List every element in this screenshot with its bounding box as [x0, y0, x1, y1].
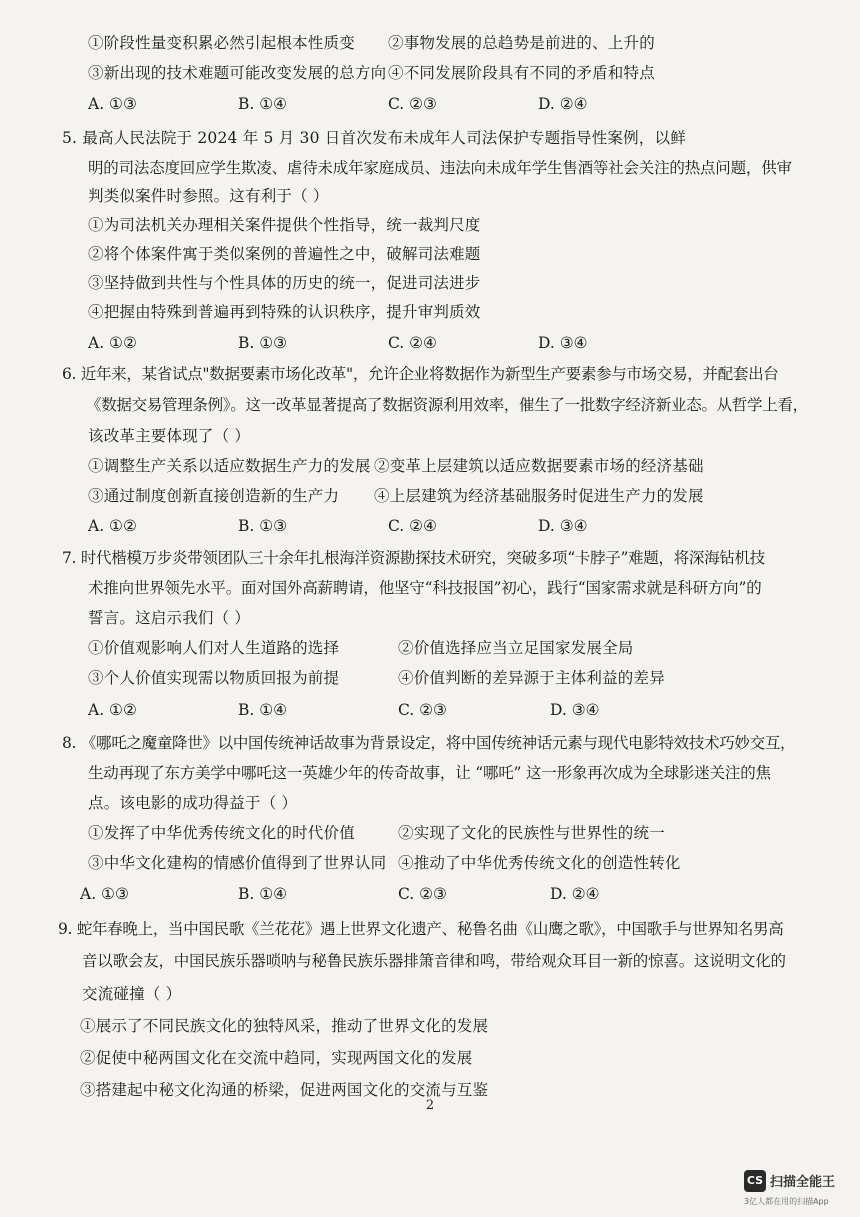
q7-stem-line-1: 7. 时代楷模万步炎带领团队三十余年扎根海洋资源勘探技术研究，突破多项“卡脖子”难题，将深海钻机技: [62, 549, 765, 567]
q9-statement-2: ②促使中秘两国文化在交流中趋同，实现两国文化的发展: [80, 1049, 473, 1067]
q6-statement-2: ②变革上层建筑以适应数据要素市场的经济基础: [374, 457, 704, 475]
q5-statement-3: ③坚持做到共性与个性具体的历史的统一，促进司法进步: [88, 274, 481, 292]
q4-statement-1: ①阶段性量变积累必然引起根本性质变: [88, 34, 355, 52]
q6-option-b: B. ①③: [238, 517, 288, 535]
q5-stem-line-2: 明的司法态度回应学生欺凌、虐待未成年家庭成员、违法向未成年学生售酒等社会关注的热点问题，供审: [88, 159, 792, 177]
q5-stem-line-3: 判类似案件时参照。这有利于（ ）: [88, 187, 329, 205]
q5-option-d: D. ③④: [538, 334, 588, 352]
q4-option-c: C. ②③: [388, 95, 437, 113]
q6-option-d: D. ③④: [538, 517, 588, 535]
q7-stem-line-3: 誓言。这启示我们（ ）: [88, 609, 251, 627]
q9-stem-line-2: 音以歌会友，中国民族乐器唢呐与秘鲁民族乐器排箫音律和鸣，带给观众耳目一新的惊喜。这说明文化的: [82, 952, 786, 970]
q7-option-d: D. ③④: [550, 701, 600, 719]
q7-statement-3: ③个人价值实现需以物质回报为前提: [88, 669, 340, 687]
q5-statement-1: ①为司法机关办理相关案件提供个性指导，统一裁判尺度: [88, 216, 481, 234]
q6-statement-4: ④上层建筑为经济基础服务时促进生产力的发展: [374, 487, 704, 505]
q7-option-c: C. ②③: [398, 701, 447, 719]
q6-statement-3: ③通过制度创新直接创造新的生产力: [88, 487, 340, 505]
q6-option-c: C. ②④: [388, 517, 437, 535]
q7-statement-1: ①价值观影响人们对人生道路的选择: [88, 639, 340, 657]
q9-statement-1: ①展示了不同民族文化的独特风采，推动了世界文化的发展: [80, 1017, 489, 1035]
q5-statement-2: ②将个体案件寓于类似案例的普遍性之中，破解司法难题: [88, 245, 481, 263]
q8-stem-line-2: 生动再现了东方美学中哪吒这一英雄少年的传奇故事，让 “哪吒” 这一形象再次成为全球影迷关注的焦: [88, 764, 771, 782]
q7-option-b: B. ①④: [238, 701, 288, 719]
q4-statement-2: ②事物发展的总趋势是前进的、上升的: [388, 34, 655, 52]
q8-option-c: C. ②③: [398, 885, 447, 903]
scanner-app-name: 扫描全能王: [770, 1175, 836, 1190]
q5-stem-line-1: 5. 最高人民法院于 2024 年 5 月 30 日首次发布未成年人司法保护专题指导性案例，以鲜: [62, 129, 686, 147]
q5-option-b: B. ①③: [238, 334, 288, 352]
q6-stem-line-3: 该改革主要体现了（ ）: [88, 427, 251, 445]
q4-option-b: B. ①④: [238, 95, 288, 113]
q9-stem-line-1: 9. 蛇年春晚上，当中国民歌《兰花花》遇上世界文化遗产、秘鲁名曲《山鹰之歌》，中国歌手与世界知名男高: [58, 920, 784, 938]
q6-option-a: A. ①②: [88, 517, 137, 535]
q4-option-a: A. ①③: [88, 95, 137, 113]
q5-statement-4: ④把握由特殊到普遍再到特殊的认识秩序，提升审判质效: [88, 303, 481, 321]
q8-option-a: A. ①③: [80, 885, 129, 903]
q6-stem-line-1: 6. 近年来，某省试点"数据要素市场化改革"，允许企业将数据作为新型生产要素参与市场交易，并配套出台: [62, 365, 779, 383]
q9-stem-line-3: 交流碰撞（ ）: [82, 985, 182, 1003]
q4-statement-3: ③新出现的技术难题可能改变发展的总方向: [88, 64, 387, 82]
scanner-logo-icon: CS: [744, 1170, 766, 1192]
q7-option-a: A. ①②: [88, 701, 137, 719]
q6-stem-line-2: 《数据交易管理条例》。这一改革显著提高了数据资源利用效率，催生了一批数字经济新业态。从哲学上看，: [86, 396, 808, 414]
q4-option-d: D. ②④: [538, 95, 588, 113]
q5-option-c: C. ②④: [388, 334, 437, 352]
scanner-tagline: 3亿人都在用的扫描App: [744, 1197, 829, 1206]
q8-statement-1: ①发挥了中华优秀传统文化的时代价值: [88, 824, 355, 842]
q7-stem-line-2: 术推向世界领先水平。面对国外高薪聘请，他坚守“科技报国”初心，践行“国家需求就是科研方向”的: [88, 579, 762, 597]
q8-option-b: B. ①④: [238, 885, 288, 903]
q8-statement-2: ②实现了文化的民族性与世界性的统一: [398, 824, 665, 842]
page-number: 2: [425, 1098, 435, 1113]
q4-statement-4: ④不同发展阶段具有不同的矛盾和特点: [388, 64, 655, 82]
q9-statement-3: ③搭建起中秘文化沟通的桥梁，促进两国文化的交流与互鉴: [80, 1081, 489, 1099]
q6-statement-1: ①调整生产关系以适应数据生产力的发展: [88, 457, 371, 475]
q7-statement-2: ②价值选择应当立足国家发展全局: [398, 639, 634, 657]
q8-option-d: D. ②④: [550, 885, 600, 903]
q8-statement-4: ④推动了中华优秀传统文化的创造性转化: [398, 854, 681, 872]
q7-statement-4: ④价值判断的差异源于主体利益的差异: [398, 669, 665, 687]
q8-stem-line-1: 8. 《哪吒之魔童降世》以中国传统神话故事为背景设定，将中国传统神话元素与现代电影特效技术巧妙交互，: [62, 734, 796, 752]
q8-statement-3: ③中华文化建构的情感价值得到了世界认同: [88, 854, 387, 872]
q5-option-a: A. ①②: [88, 334, 137, 352]
q8-stem-line-3: 点。该电影的成功得益于（ ）: [88, 794, 298, 812]
scanner-watermark: [744, 1170, 854, 1210]
